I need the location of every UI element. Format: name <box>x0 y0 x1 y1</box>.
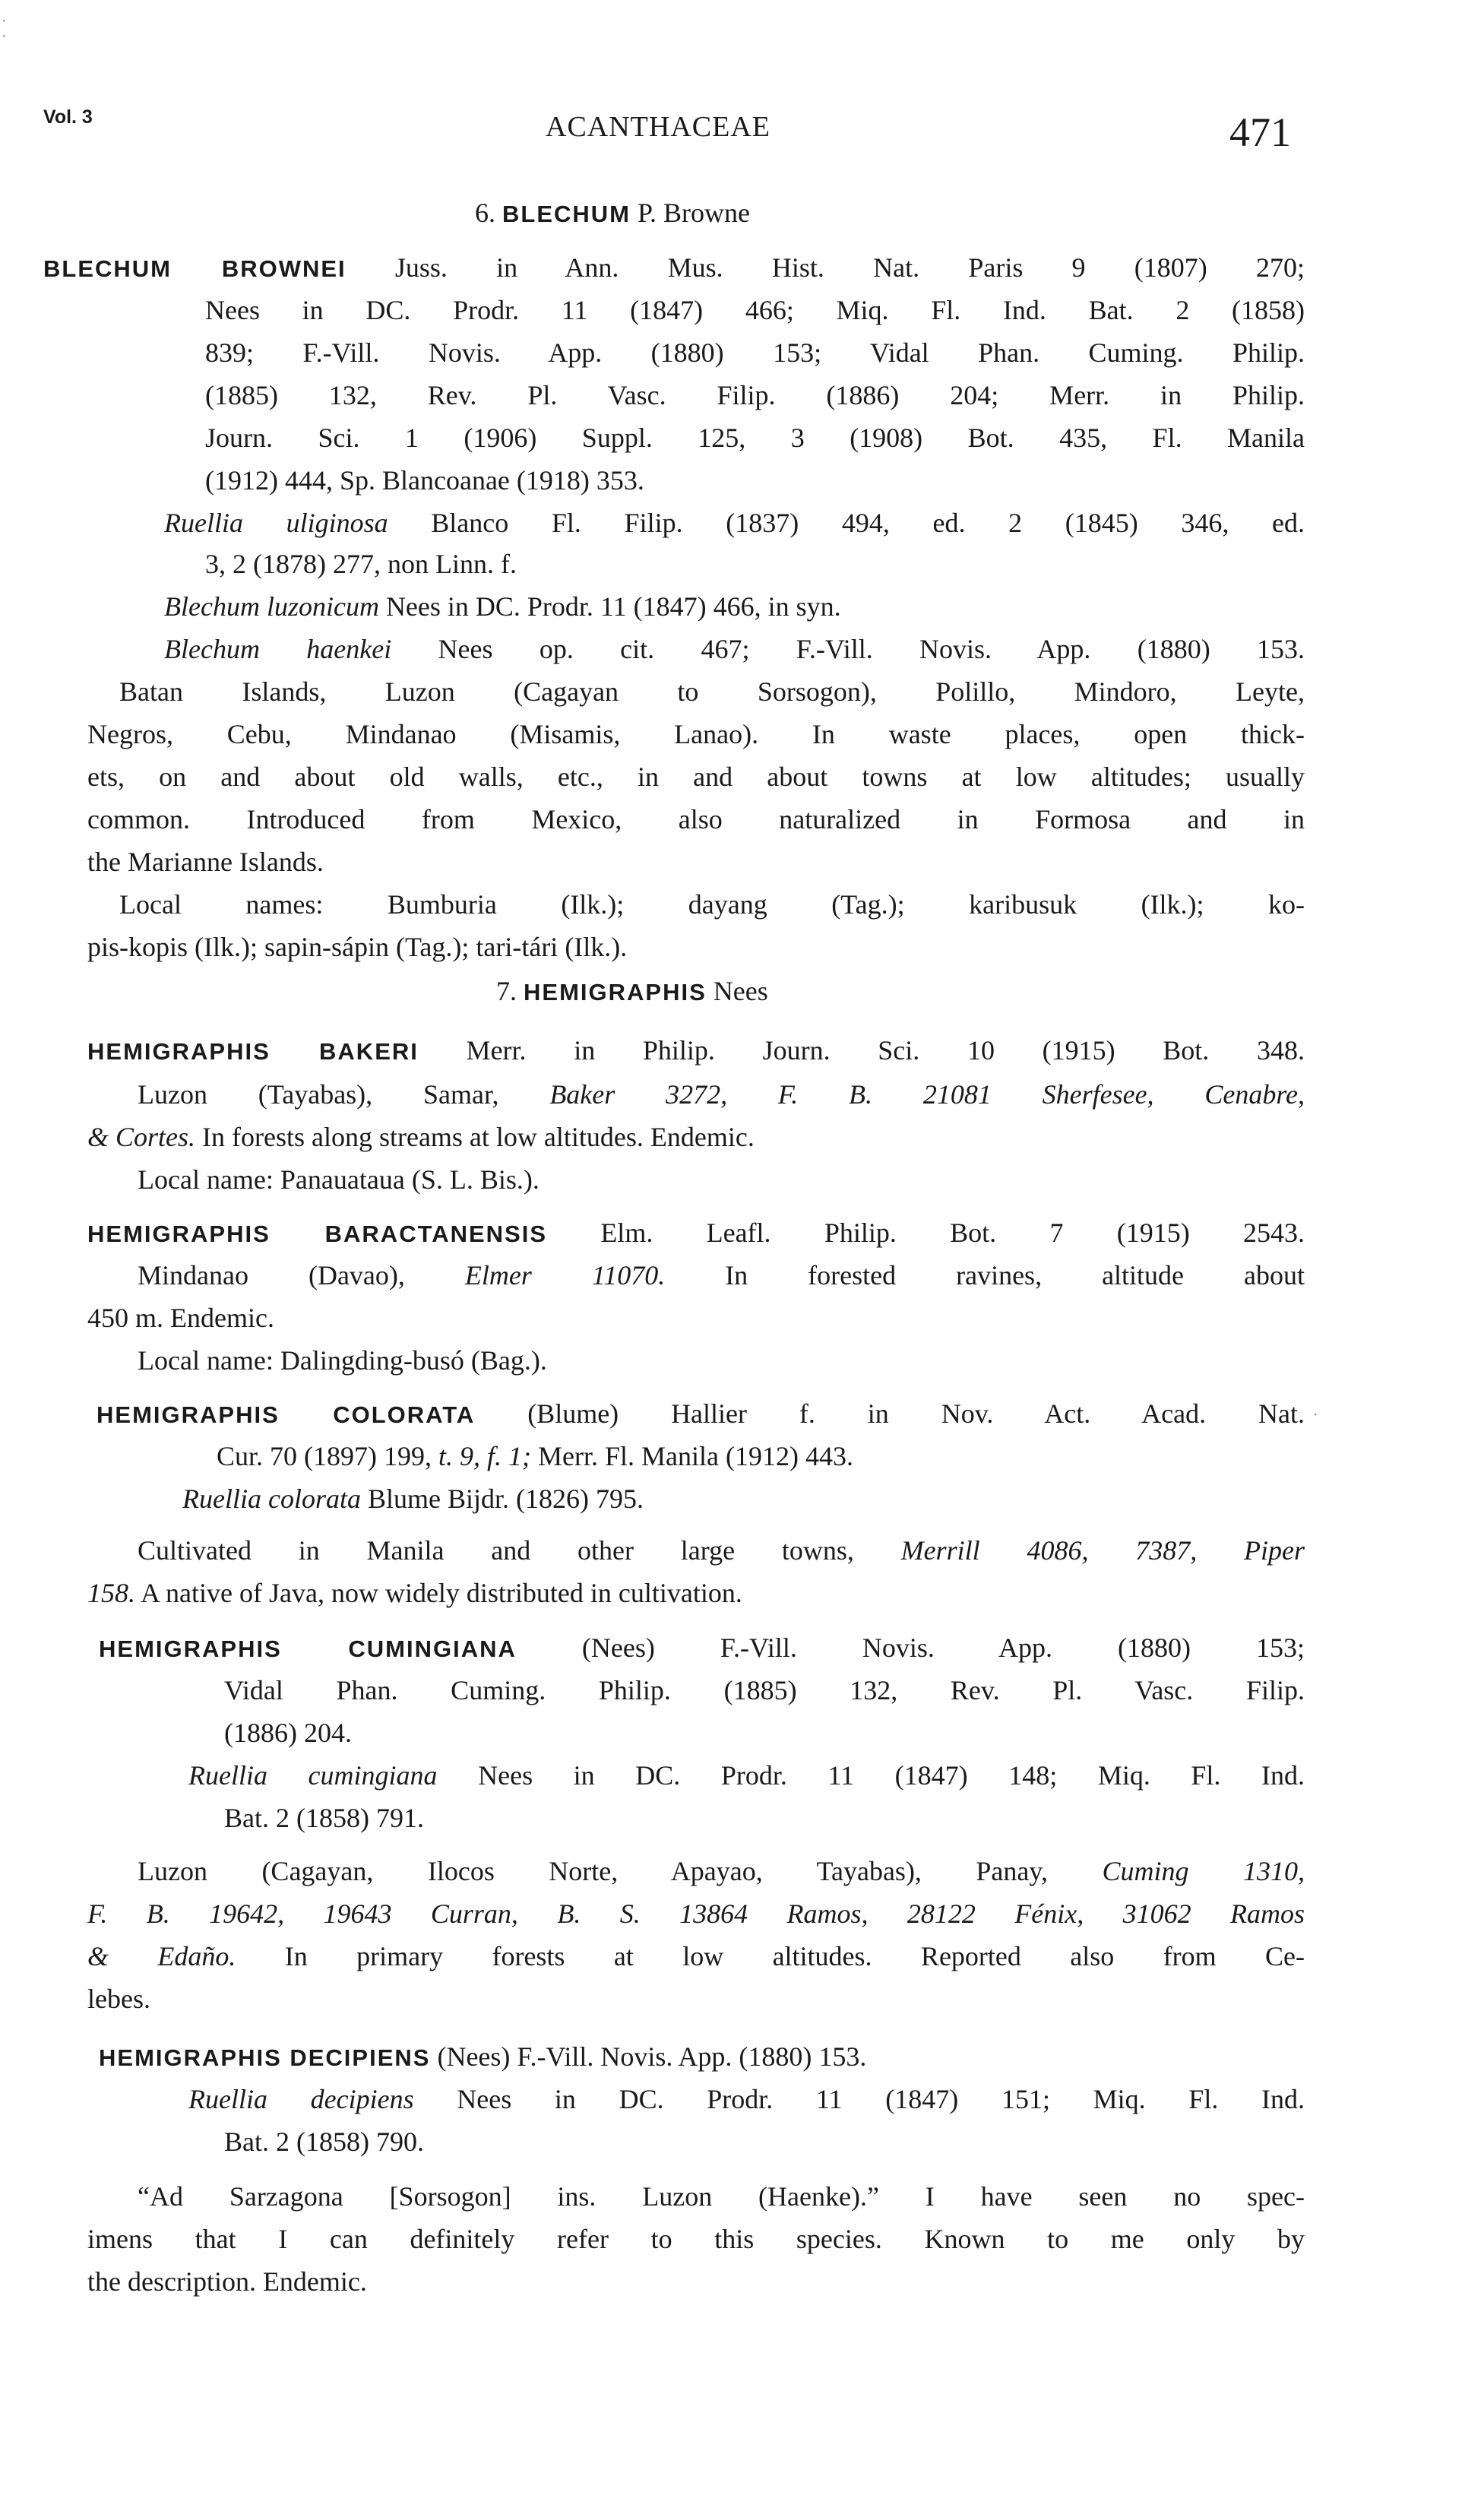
specimen-list: Baker 3272, F. B. 21081 Sherfesee, Cenabre, <box>549 1079 1305 1110</box>
species-citation-line: HEMIGRAPHIS BAKERI Merr. in Philip. Journ. Sci. 10 (1915) Bot. 348. <box>87 1035 1305 1066</box>
distribution-line: Batan Islands, Luzon (Cagayan to Sorsogon), Polillo, Mindoro, Leyte, <box>119 676 1305 707</box>
synonym-name: Blechum haenkei <box>164 634 392 664</box>
specimen-list: Cuming 1310, <box>1102 1856 1305 1886</box>
synonym-name: Ruellia uliginosa <box>164 508 388 538</box>
species-citation-line: HEMIGRAPHIS CUMINGIANA (Nees) F.-Vill. Novis. App. (1880) 153; <box>99 1632 1305 1663</box>
distribution-line: “Ad Sarzagona [Sorsogon] ins. Luzon (Haenke).” I have seen no spec- <box>138 2181 1305 2212</box>
species-name: HEMIGRAPHIS COLORATA <box>97 1401 476 1428</box>
genus-number: 7. <box>496 976 517 1006</box>
distribution-line: 450 m. Endemic. <box>87 1303 274 1333</box>
synonym-line: Blechum luzonicum Nees in DC. Prodr. 11 (1847) 466, in syn. <box>164 591 841 622</box>
synonym-name: Ruellia decipiens <box>188 2084 414 2114</box>
distribution-line: & Cortes. In forests along streams at low altitudes. Endemic. <box>87 1122 755 1152</box>
specimen-list: Merrill 4086, 7387, Piper <box>900 1535 1305 1566</box>
synonym-name: Blechum luzonicum <box>164 591 379 622</box>
genus-heading <box>496 974 768 1009</box>
citation-line: Cur. 70 (1897) 199, t. 9, f. 1; Merr. Fl. Manila (1912) 443. <box>217 1441 853 1471</box>
species-name: HEMIGRAPHIS DECIPIENS <box>99 2044 431 2071</box>
citation-line: (1885) 132, Rev. Pl. Vasc. Filip. (1886) 204; Merr. in Philip. <box>205 380 1305 410</box>
genus-name: BLECHUM <box>502 201 631 227</box>
specimen-list: 158. <box>87 1578 135 1608</box>
distribution-line: the description. Endemic. <box>87 2266 367 2297</box>
species-name: HEMIGRAPHIS BAKERI <box>87 1038 419 1065</box>
distribution-line: Luzon (Tayabas), Samar, Baker 3272, F. B. 21081 Sherfesee, Cenabre, <box>138 1079 1305 1110</box>
distribution-line: Negros, Cebu, Mindanao (Misamis, Lanao). In waste places, open thick- <box>87 719 1305 749</box>
species-name: BLECHUM BROWNEI <box>43 255 346 282</box>
species-citation-line: HEMIGRAPHIS DECIPIENS (Nees) F.-Vill. Novis. App. (1880) 153. <box>99 2041 867 2072</box>
species-citation-line: HEMIGRAPHIS COLORATA (Blume) Hallier f. in Nov. Act. Acad. Nat. <box>97 1398 1305 1429</box>
synonym-line: Ruellia uliginosa Blanco Fl. Filip. (1837) 494, ed. 2 (1845) 346, ed. <box>164 508 1305 538</box>
genus-author: Nees <box>713 976 768 1006</box>
species-name: HEMIGRAPHIS CUMINGIANA <box>99 1636 517 1662</box>
synonym-line: Bat. 2 (1858) 791. <box>224 1803 424 1833</box>
distribution-line: & Edaño. In primary forests at low altitudes. Reported also from Ce- <box>87 1941 1305 1971</box>
species-citation-line: HEMIGRAPHIS BARACTANENSIS Elm. Leafl. Philip. Bot. 7 (1915) 2543. <box>87 1218 1305 1248</box>
synonym-line: Ruellia decipiens Nees in DC. Prodr. 11 (1847) 151; Miq. Fl. Ind. <box>188 2084 1305 2114</box>
specimen-list: & Edaño. <box>87 1941 236 1971</box>
distribution-line: lebes. <box>87 1984 150 2014</box>
scan-speckle: · <box>1313 1407 1318 1423</box>
distribution-line: Mindanao (Davao), Elmer 11070. In forested ravines, altitude about <box>138 1260 1305 1290</box>
distribution-line: the Marianne Islands. <box>87 847 324 877</box>
distribution-line: Luzon (Cagayan, Ilocos Norte, Apayao, Tayabas), Panay, Cuming 1310, <box>138 1856 1305 1886</box>
genus-name: HEMIGRAPHIS <box>524 979 707 1005</box>
species-name: HEMIGRAPHIS BARACTANENSIS <box>87 1221 548 1247</box>
citation-line: (1912) 444, Sp. Blancoanae (1918) 353. <box>205 465 644 496</box>
family-running-title: ACANTHACEAE <box>546 111 770 143</box>
synonym-name: Ruellia cumingiana <box>188 1760 438 1791</box>
plate-reference: t. 9, f. 1; <box>438 1441 531 1471</box>
volume-label: Vol. 3 <box>43 106 93 128</box>
specimen-list: Elmer 11070. <box>464 1260 666 1290</box>
local-names-line: Local names: Bumburia (Ilk.); dayang (Tag.); karibusuk (Ilk.); ko- <box>119 889 1305 920</box>
local-names-line: pis-kopis (Ilk.); sapin-sápin (Tag.); tari-tári (Ilk.). <box>87 932 628 962</box>
citation-line: Journ. Sci. 1 (1906) Suppl. 125, 3 (1908) Bot. 435, Fl. Manila <box>205 423 1305 453</box>
distribution-line: common. Introduced from Mexico, also naturalized in Formosa and in <box>87 804 1305 834</box>
local-names-line: Local name: Panauataua (S. L. Bis.). <box>138 1164 539 1195</box>
synonym-line: Bat. 2 (1858) 790. <box>224 2126 424 2157</box>
synonym-line: Blechum haenkei Nees op. cit. 467; F.-Vill. Novis. App. (1880) 153. <box>164 634 1305 664</box>
genus-number: 6. <box>475 198 495 228</box>
specimen-list: F. B. 19642, 19643 Curran, B. S. 13864 Ramos, 28122 Fénix, 31062 Ramos <box>87 1898 1305 1929</box>
local-names-line: Local name: Dalingding-busó (Bag.). <box>138 1345 547 1376</box>
distribution-line: 158. A native of Java, now widely distributed in cultivation. <box>87 1578 742 1608</box>
synonym-line: Ruellia cumingiana Nees in DC. Prodr. 11 (1847) 148; Miq. Fl. Ind. <box>188 1760 1305 1791</box>
synonym-line: Ruellia colorata Blume Bijdr. (1826) 795. <box>182 1484 644 1514</box>
citation-line: Vidal Phan. Cuming. Philip. (1885) 132, Rev. Pl. Vasc. Filip. <box>224 1675 1305 1705</box>
distribution-line: imens that I can definitely refer to this species. Known to me only by <box>87 2224 1305 2254</box>
citation-line: Nees in DC. Prodr. 11 (1847) 466; Miq. Fl. Ind. Bat. 2 (1858) <box>205 295 1305 325</box>
page-number: 471 <box>1229 109 1291 155</box>
specimen-list: & Cortes. <box>87 1122 196 1152</box>
species-citation-line: BLECHUM BROWNEI Juss. in Ann. Mus. Hist. Nat. Paris 9 (1807) 270; <box>43 252 1305 283</box>
distribution-line: ets, on and about old walls, etc., in and about towns at low altitudes; usually <box>87 762 1305 792</box>
genus-heading <box>475 196 750 231</box>
citation-line: (1886) 204. <box>224 1718 352 1748</box>
synonym-name: Ruellia colorata <box>182 1484 361 1514</box>
citation-line: 839; F.-Vill. Novis. App. (1880) 153; Vidal Phan. Cuming. Philip. <box>205 337 1305 368</box>
scan-speckle: · · <box>2 13 7 45</box>
genus-author: P. Browne <box>638 198 751 228</box>
synonym-line: 3, 2 (1878) 277, non Linn. f. <box>205 549 517 579</box>
distribution-line: Cultivated in Manila and other large towns, Merrill 4086, 7387, Piper <box>138 1535 1305 1566</box>
